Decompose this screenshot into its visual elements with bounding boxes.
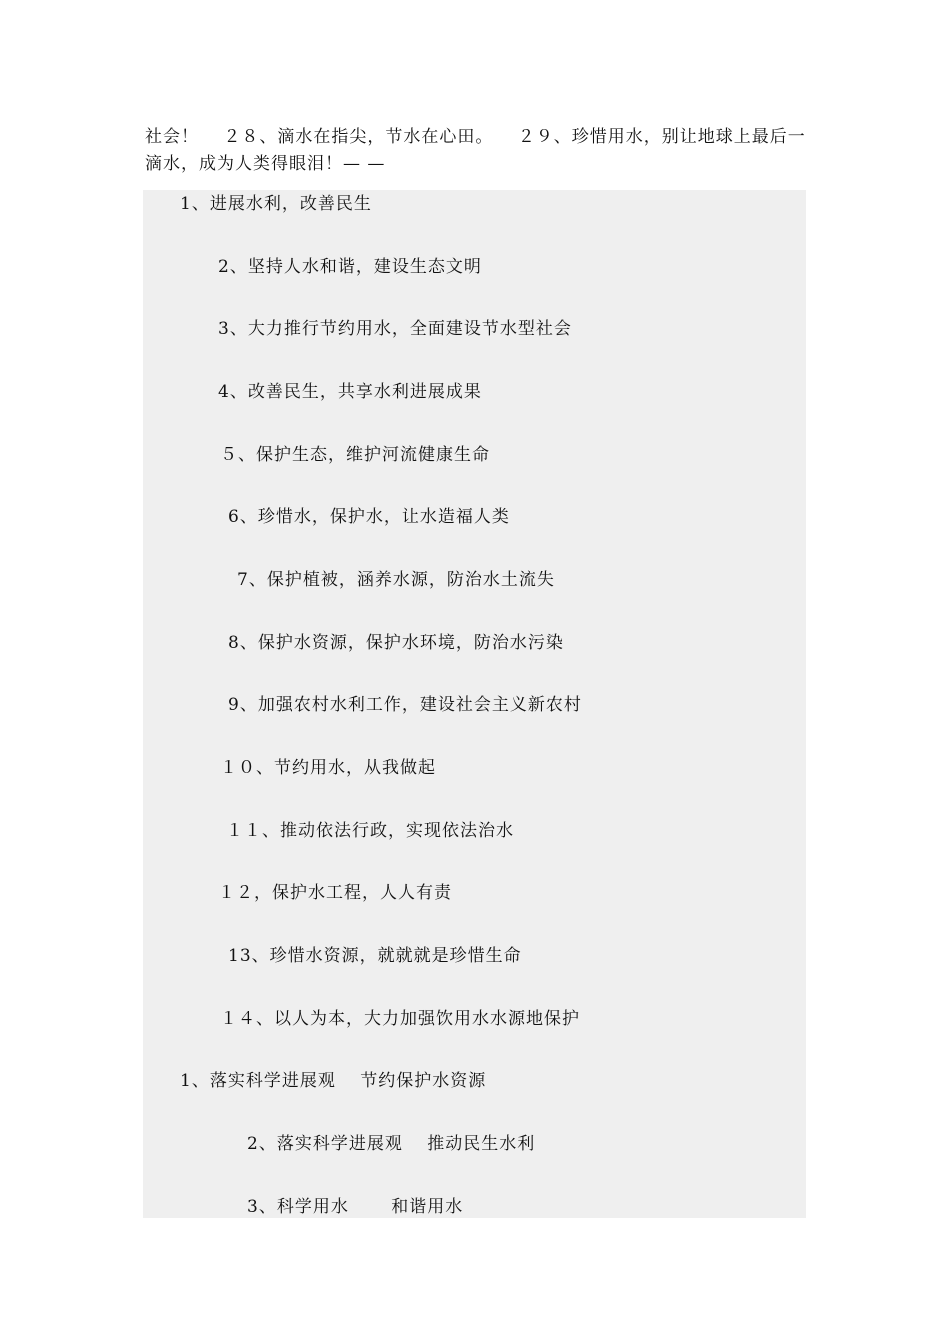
slogan-item: １２，保护水工程，人人有责 <box>218 883 452 903</box>
slogan-item: 7、保护植被，涵养水源，防治水土流失 <box>237 570 555 590</box>
slogan-item: 8、保护水资源，保护水环境，防治水污染 <box>228 633 564 653</box>
slogan-item: 9、加强农村水利工作，建设社会主义新农村 <box>228 695 582 715</box>
slogan-item: 1、进展水利，改善民生 <box>180 194 372 214</box>
slogan-item: 1、落实科学进展观 节约保护水资源 <box>180 1071 487 1091</box>
slogan-item: １４、以人为本，大力加强饮用水水源地保护 <box>220 1009 580 1029</box>
slogan-item: １０、节约用水，从我做起 <box>220 758 436 778</box>
intro-paragraph: 社会！ ２８、滴水在指尖，节水在心田。 ２９、珍惜用水，别让地球上最后一滴水，成为人类得眼泪！— — <box>145 127 806 174</box>
slogan-item: １１、推动依法行政，实现依法治水 <box>226 821 514 841</box>
slogan-item: 3、大力推行节约用水，全面建设节水型社会 <box>218 319 572 339</box>
slogan-item: 6、珍惜水，保护水，让水造福人类 <box>228 507 510 527</box>
slogan-item: 2、落实科学进展观 推动民生水利 <box>247 1134 536 1154</box>
slogan-item: 4、改善民生，共享水利进展成果 <box>218 382 482 402</box>
slogan-item: 13、珍惜水资源，就就就是珍惜生命 <box>228 946 522 966</box>
slogan-item: ５、保护生态，维护河流健康生命 <box>220 445 490 465</box>
slogan-item: 2、坚持人水和谐，建设生态文明 <box>218 257 482 277</box>
slogan-item: 3、科学用水 和谐用水 <box>247 1197 464 1217</box>
